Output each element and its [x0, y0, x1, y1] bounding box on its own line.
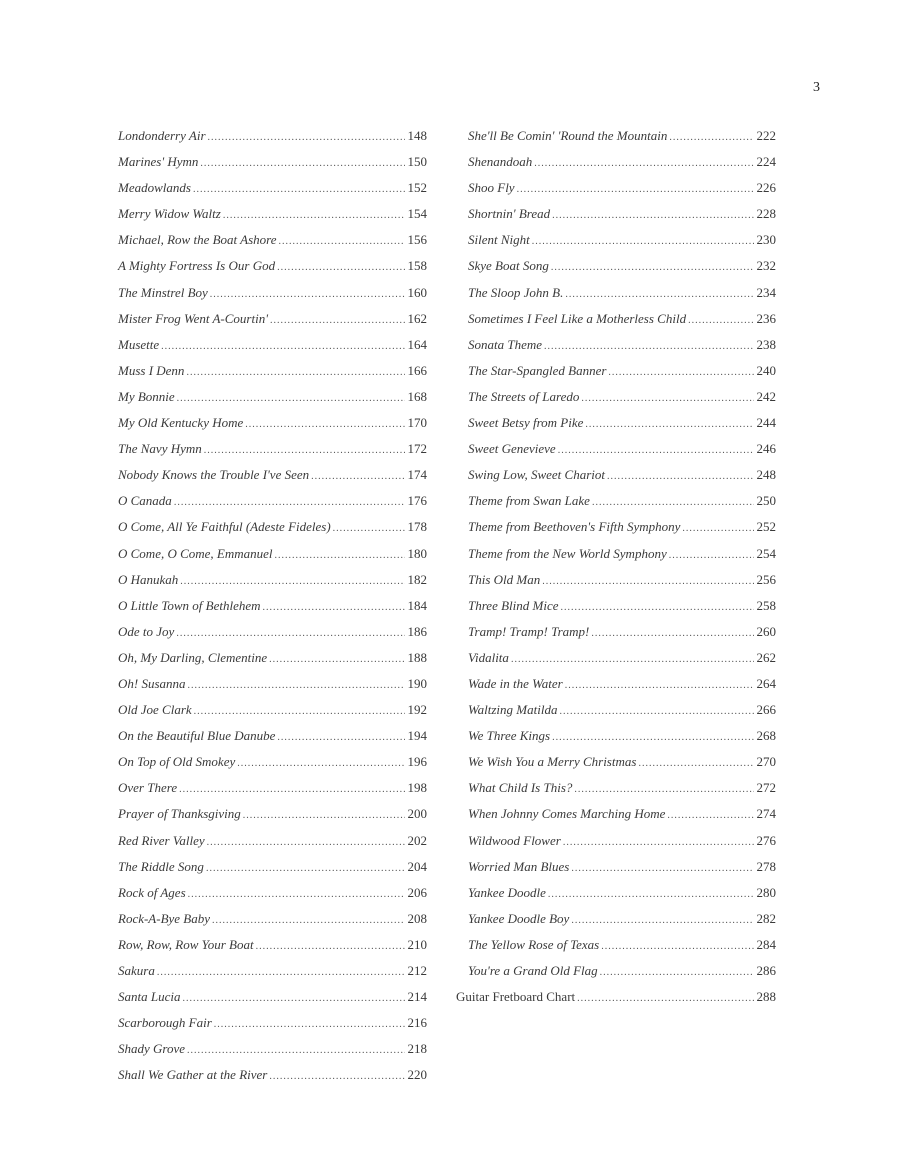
- toc-entry-title: Mister Frog Went A-Courtin': [118, 310, 268, 326]
- dot-leader: [571, 858, 753, 880]
- toc-entry: [118, 282, 427, 308]
- toc-entry-title: Tramp! Tramp! Tramp!: [468, 623, 590, 639]
- toc-entry: [468, 490, 776, 516]
- toc-entry-title: Red River Valley: [118, 832, 205, 848]
- dot-leader: [511, 649, 754, 671]
- toc-entry: [468, 360, 776, 386]
- toc-entry-page: 236: [756, 310, 776, 326]
- toc-entry-page: 190: [407, 675, 427, 691]
- toc-entry: [118, 647, 427, 673]
- dot-leader: [188, 675, 405, 697]
- dot-leader: [558, 440, 754, 462]
- toc-entry-title: The Star-Spangled Banner: [468, 362, 607, 378]
- toc-entry-title: Shortnin' Bread: [468, 206, 551, 222]
- toc-entry-page: 286: [756, 963, 776, 978]
- toc-entry: [118, 125, 427, 151]
- dot-leader: [206, 858, 405, 880]
- toc-entry: [468, 908, 776, 934]
- toc-entry: [468, 595, 776, 621]
- toc-entry-title: On the Beautiful Blue Danube: [118, 728, 276, 744]
- toc-entry: [468, 438, 776, 464]
- toc-entry: [118, 777, 427, 803]
- toc-entry-page: 152: [407, 180, 427, 196]
- dot-leader: [542, 571, 753, 593]
- dot-leader: [177, 388, 405, 410]
- toc-entry-title: The Streets of Laredo: [468, 388, 580, 404]
- dot-leader: [277, 257, 404, 279]
- toc-entry-page: 254: [756, 545, 776, 561]
- toc-entry-page: 158: [407, 258, 427, 274]
- dot-leader: [182, 988, 404, 1010]
- toc-entry-page: 194: [407, 728, 427, 744]
- toc-entry: [118, 569, 427, 595]
- toc-entry: [468, 699, 776, 725]
- dot-leader: [591, 623, 753, 645]
- toc-entry: [118, 386, 427, 412]
- toc-entry-page: 184: [407, 597, 427, 613]
- toc-entry-page: 284: [756, 936, 776, 952]
- toc-entry-page: 238: [756, 336, 776, 352]
- toc-entry-title: We Wish You a Merry Christmas: [468, 754, 637, 770]
- dot-leader: [270, 310, 405, 332]
- toc-entry-page: 170: [407, 415, 427, 431]
- toc-entry: [118, 438, 427, 464]
- dot-leader: [601, 936, 753, 958]
- toc-entry: [118, 595, 427, 621]
- dot-leader: [552, 205, 753, 227]
- toc-entry: [468, 386, 776, 412]
- toc-entry: [118, 151, 427, 177]
- toc-entry: [118, 830, 427, 856]
- toc-entry-title: You're a Grand Old Flag: [468, 963, 598, 978]
- toc-entry-title: The Navy Hymn: [118, 441, 202, 457]
- dot-leader: [574, 779, 753, 801]
- toc-entry-title: Waltzing Matilda: [468, 702, 558, 718]
- toc-entry: [468, 882, 776, 908]
- toc-entry-page: 246: [756, 441, 776, 457]
- dot-leader: [176, 623, 404, 645]
- toc-entry: [118, 803, 427, 829]
- toc-entry-page: 280: [756, 884, 776, 900]
- dot-leader: [269, 1066, 404, 1088]
- toc-entry-title: Guitar Fretboard Chart: [456, 989, 576, 1005]
- toc-entry-page: 288: [756, 989, 776, 1005]
- dot-leader: [245, 414, 404, 436]
- dot-leader: [669, 127, 753, 149]
- dot-leader: [638, 753, 753, 775]
- toc-entry: [118, 177, 427, 203]
- toc-entry: [468, 647, 776, 673]
- toc-entry-page: 230: [756, 232, 776, 248]
- toc-entry: [468, 543, 776, 569]
- toc-entry-title: O Hanukah: [118, 571, 179, 587]
- dot-leader: [193, 179, 405, 201]
- toc-entry-page: 212: [407, 963, 427, 978]
- toc-entry-title: O Little Town of Bethlehem: [118, 597, 261, 613]
- toc-entry-page: 168: [407, 388, 427, 404]
- toc-entry-page: 210: [407, 936, 427, 952]
- toc-entry-title: Worried Man Blues: [468, 858, 570, 874]
- toc-entry: [468, 856, 776, 882]
- toc-entry-title: Sweet Genevieve: [468, 441, 556, 457]
- toc-entry-page: 196: [407, 754, 427, 770]
- toc-entry-title: Wade in the Water: [468, 675, 563, 691]
- toc-entry-title: O Canada: [118, 493, 172, 509]
- toc-entry-page: 242: [756, 388, 776, 404]
- toc-entry-title: Shady Grove: [118, 1041, 186, 1057]
- toc-entry-page: 214: [407, 989, 427, 1005]
- dot-leader: [188, 884, 405, 906]
- toc-entry-title: Skye Boat Song: [468, 258, 549, 274]
- toc-entry: [468, 177, 776, 203]
- toc-entry-title: Yankee Doodle: [468, 884, 546, 900]
- dot-leader: [186, 362, 404, 384]
- toc-entry-title: Merry Widow Waltz: [118, 206, 221, 222]
- toc-entry-title: O Come, All Ye Faithful (Adeste Fideles): [118, 519, 331, 535]
- toc-entry-page: 192: [407, 702, 427, 718]
- dot-leader: [585, 414, 753, 436]
- toc-entry-page: 202: [407, 832, 427, 848]
- toc-entry-title: Meadowlands: [118, 180, 191, 196]
- toc-entry-page: 174: [407, 467, 427, 483]
- toc-entry-page: 178: [407, 519, 427, 535]
- toc-entry-title: Theme from the New World Symphony: [468, 545, 667, 561]
- dot-leader: [577, 988, 753, 1010]
- dot-leader: [207, 832, 405, 854]
- dot-leader: [544, 336, 753, 358]
- toc-entry-title: This Old Man: [468, 571, 541, 587]
- toc-entry-page: 232: [756, 258, 776, 274]
- dot-leader: [263, 597, 405, 619]
- page-number: 3: [813, 80, 820, 95]
- toc-entry-page: 180: [407, 545, 427, 561]
- toc-entry-title: Scarborough Fair: [118, 1015, 212, 1031]
- toc-entry: [468, 334, 776, 360]
- toc-entry: [468, 516, 776, 542]
- dot-leader: [333, 518, 405, 540]
- toc-entry: [118, 543, 427, 569]
- dot-leader: [571, 910, 753, 932]
- toc-entry: [468, 621, 776, 647]
- dot-leader: [210, 284, 405, 306]
- dot-leader: [212, 910, 404, 932]
- toc-entry: [118, 308, 427, 334]
- toc-entry-title: Oh, My Darling, Clementine: [118, 649, 268, 665]
- toc-entry-title: She'll Be Comin' 'Round the Mountain: [468, 128, 668, 143]
- toc-entry-title: My Old Kentucky Home: [118, 415, 244, 431]
- toc-entry-page: 226: [756, 180, 776, 196]
- toc-entry: [468, 803, 776, 829]
- toc-entry-page: 252: [756, 519, 776, 535]
- toc-entry: [468, 464, 776, 490]
- dot-leader: [237, 753, 404, 775]
- toc-entry-page: 250: [756, 493, 776, 509]
- toc-entry: [118, 334, 427, 360]
- toc-entry-page: 186: [407, 623, 427, 639]
- toc-entry-page: 218: [407, 1041, 427, 1057]
- dot-leader: [180, 571, 404, 593]
- toc-entry-title: Shall We Gather at the River: [118, 1067, 268, 1083]
- toc-entry-title: Rock-A-Bye Baby: [118, 910, 211, 926]
- toc-entry-title: The Riddle Song: [118, 858, 204, 874]
- toc-entry: [468, 308, 776, 334]
- dot-leader: [157, 962, 405, 984]
- dot-leader: [223, 205, 405, 227]
- toc-entry-page: 264: [756, 675, 776, 691]
- dot-leader: [563, 832, 754, 854]
- dot-leader: [279, 231, 405, 253]
- toc-entry-page: 220: [407, 1067, 427, 1083]
- toc-entry-title: O Come, O Come, Emmanuel: [118, 545, 273, 561]
- toc-entry: [118, 673, 427, 699]
- dot-leader: [534, 153, 753, 175]
- dot-leader: [552, 727, 753, 749]
- toc-entry-title: Swing Low, Sweet Chariot: [468, 467, 605, 483]
- toc-entry: [118, 360, 427, 386]
- dot-leader: [551, 257, 754, 279]
- toc-entry-title: Shoo Fly: [468, 180, 515, 196]
- toc-entry: [118, 725, 427, 751]
- toc-entry-page: 248: [756, 467, 776, 483]
- toc-entry-page: 172: [407, 441, 427, 457]
- toc-entry-title: Rock of Ages: [118, 884, 186, 900]
- dot-leader: [277, 727, 404, 749]
- toc-entry: [118, 882, 427, 908]
- toc-entry-page: 154: [407, 206, 427, 222]
- toc-entry-page: 282: [756, 910, 776, 926]
- toc-entry-page: 260: [756, 623, 776, 639]
- toc-entry: [468, 569, 776, 595]
- toc-entry: [468, 725, 776, 751]
- toc-entry-title: Vidalita: [468, 649, 509, 665]
- toc-entry: [118, 856, 427, 882]
- toc-entry: [118, 699, 427, 725]
- toc-entry: [468, 777, 776, 803]
- toc-entry-page: 222: [756, 128, 776, 143]
- toc-entry-title: Prayer of Thanksgiving: [118, 806, 241, 822]
- toc-entry-page: 228: [756, 206, 776, 222]
- toc-entry-page: 266: [756, 702, 776, 718]
- toc-entry-title: Ode to Joy: [118, 623, 175, 639]
- toc-entry-page: 208: [407, 910, 427, 926]
- dot-leader: [214, 1014, 405, 1036]
- toc-entry-page: 160: [407, 284, 427, 300]
- dot-leader: [204, 440, 405, 462]
- toc-entry-title: Sakura: [118, 963, 155, 978]
- toc-entry-page: 200: [407, 806, 427, 822]
- toc-entry: [468, 960, 776, 986]
- toc-entry-title: Nobody Knows the Trouble I've Seen: [118, 467, 310, 483]
- toc-entry: [118, 908, 427, 934]
- toc-entry-title: Old Joe Clark: [118, 702, 192, 718]
- toc-entry-title: Sonata Theme: [468, 336, 543, 352]
- toc-entry-title: Row, Row, Row Your Boat: [118, 936, 254, 952]
- toc-entry: [118, 1012, 427, 1038]
- toc-entry: [118, 986, 427, 1012]
- toc-entry: [118, 490, 427, 516]
- toc-entry-title: Theme from Beethoven's Fifth Symphony: [468, 519, 681, 535]
- toc-entry-page: 224: [756, 154, 776, 170]
- toc-entry-page: 198: [407, 780, 427, 796]
- dot-leader: [559, 701, 753, 723]
- toc-entry-title: A Mighty Fortress Is Our God: [118, 258, 276, 274]
- dot-leader: [208, 127, 405, 149]
- toc-entry-title: Wildwood Flower: [468, 832, 561, 848]
- dot-leader: [161, 336, 404, 358]
- toc-entry: [456, 986, 776, 1012]
- dot-leader: [592, 492, 754, 514]
- toc-entry: [468, 282, 776, 308]
- toc-entry-title: What Child Is This?: [468, 780, 573, 796]
- dot-leader: [561, 597, 754, 619]
- toc-entry-page: 272: [756, 780, 776, 796]
- toc-entry-title: The Sloop John B.: [468, 284, 564, 300]
- toc-entry-page: 234: [756, 284, 776, 300]
- toc-entry-page: 166: [407, 362, 427, 378]
- toc-entry: [118, 960, 427, 986]
- toc-entry: [118, 229, 427, 255]
- toc-entry-page: 156: [407, 232, 427, 248]
- dot-leader: [667, 805, 753, 827]
- toc-entry-page: 258: [756, 597, 776, 613]
- toc-entry: [118, 412, 427, 438]
- dot-leader: [548, 884, 754, 906]
- toc-entry: [118, 621, 427, 647]
- toc-entry-page: 256: [756, 571, 776, 587]
- dot-leader: [607, 466, 754, 488]
- toc-entry: [118, 1064, 427, 1090]
- dot-leader: [275, 545, 405, 567]
- toc-entry: [468, 751, 776, 777]
- toc-entry-page: 270: [756, 754, 776, 770]
- toc-entry-title: My Bonnie: [118, 388, 175, 404]
- dot-leader: [200, 153, 404, 175]
- toc-entry-page: 188: [407, 649, 427, 665]
- toc-entry-page: 268: [756, 728, 776, 744]
- toc-entry-page: 262: [756, 649, 776, 665]
- toc-entry-title: Santa Lucia: [118, 989, 181, 1005]
- dot-leader: [256, 936, 405, 958]
- toc-entry: [468, 229, 776, 255]
- toc-entry-page: 164: [407, 336, 427, 352]
- toc-entry-title: Three Blind Mice: [468, 597, 559, 613]
- toc-entry-title: We Three Kings: [468, 728, 551, 744]
- toc-entry-title: On Top of Old Smokey: [118, 754, 236, 770]
- toc-entry: [468, 830, 776, 856]
- toc-entry-page: 216: [407, 1015, 427, 1031]
- toc-entry-title: The Yellow Rose of Texas: [468, 936, 600, 952]
- dot-leader: [565, 284, 753, 306]
- toc-entry: [468, 255, 776, 281]
- toc-entry-title: The Minstrel Boy: [118, 284, 208, 300]
- toc-entry: [118, 255, 427, 281]
- toc-entry-page: 274: [756, 806, 776, 822]
- toc-entry-title: Sometimes I Feel Like a Motherless Child: [468, 310, 687, 326]
- toc-entry-title: Marines' Hymn: [118, 154, 199, 170]
- dot-leader: [517, 179, 754, 201]
- toc-entry-page: 162: [407, 310, 427, 326]
- dot-leader: [682, 518, 753, 540]
- toc-entry-page: 278: [756, 858, 776, 874]
- dot-leader: [179, 779, 404, 801]
- toc-entry-page: 182: [407, 571, 427, 587]
- dot-leader: [581, 388, 753, 410]
- toc-entry: [468, 934, 776, 960]
- dot-leader: [565, 675, 754, 697]
- toc-entry-page: 244: [756, 415, 776, 431]
- toc-entry-page: 148: [407, 128, 427, 143]
- toc-entry-page: 150: [407, 154, 427, 170]
- toc-entry-title: Over There: [118, 780, 178, 796]
- toc-entry-title: Muss I Denn: [118, 362, 185, 378]
- toc-entry: [118, 516, 427, 542]
- dot-leader: [532, 231, 754, 253]
- dot-leader: [269, 649, 404, 671]
- dot-leader: [688, 310, 753, 332]
- toc-entry: [118, 751, 427, 777]
- toc-entry-page: 276: [756, 832, 776, 848]
- toc-entry-title: Michael, Row the Boat Ashore: [118, 232, 277, 248]
- toc-entry-title: Silent Night: [468, 232, 530, 248]
- toc-entry-title: Oh! Susanna: [118, 675, 186, 691]
- toc-entry-title: Yankee Doodle Boy: [468, 910, 570, 926]
- dot-leader: [669, 545, 754, 567]
- dot-leader: [187, 1040, 404, 1062]
- dot-leader: [600, 962, 754, 984]
- toc-entry: [118, 934, 427, 960]
- toc-left-column: [118, 125, 427, 1090]
- dot-leader: [194, 701, 405, 723]
- toc-entry: [468, 412, 776, 438]
- toc-entry-page: 206: [407, 884, 427, 900]
- dot-leader: [243, 805, 405, 827]
- toc-entry-title: Sweet Betsy from Pike: [468, 415, 584, 431]
- toc-entry: [118, 1038, 427, 1064]
- toc-entry: [468, 151, 776, 177]
- toc-right-column: [456, 125, 776, 1012]
- toc-entry-page: 176: [407, 493, 427, 509]
- dot-leader: [311, 466, 404, 488]
- toc-entry-title: Musette: [118, 336, 160, 352]
- toc-entry-title: When Johnny Comes Marching Home: [468, 806, 666, 822]
- toc-entry: [118, 203, 427, 229]
- toc-entry-page: 240: [756, 362, 776, 378]
- toc-entry-title: Theme from Swan Lake: [468, 493, 590, 509]
- dot-leader: [174, 492, 405, 514]
- toc-entry-title: Shenandoah: [468, 154, 533, 170]
- toc-entry: [118, 464, 427, 490]
- toc-entry: [468, 203, 776, 229]
- toc-entry: [468, 125, 776, 151]
- toc-entry-page: 204: [407, 858, 427, 874]
- dot-leader: [608, 362, 753, 384]
- toc-entry-title: Londonderry Air: [118, 128, 206, 143]
- toc-entry: [468, 673, 776, 699]
